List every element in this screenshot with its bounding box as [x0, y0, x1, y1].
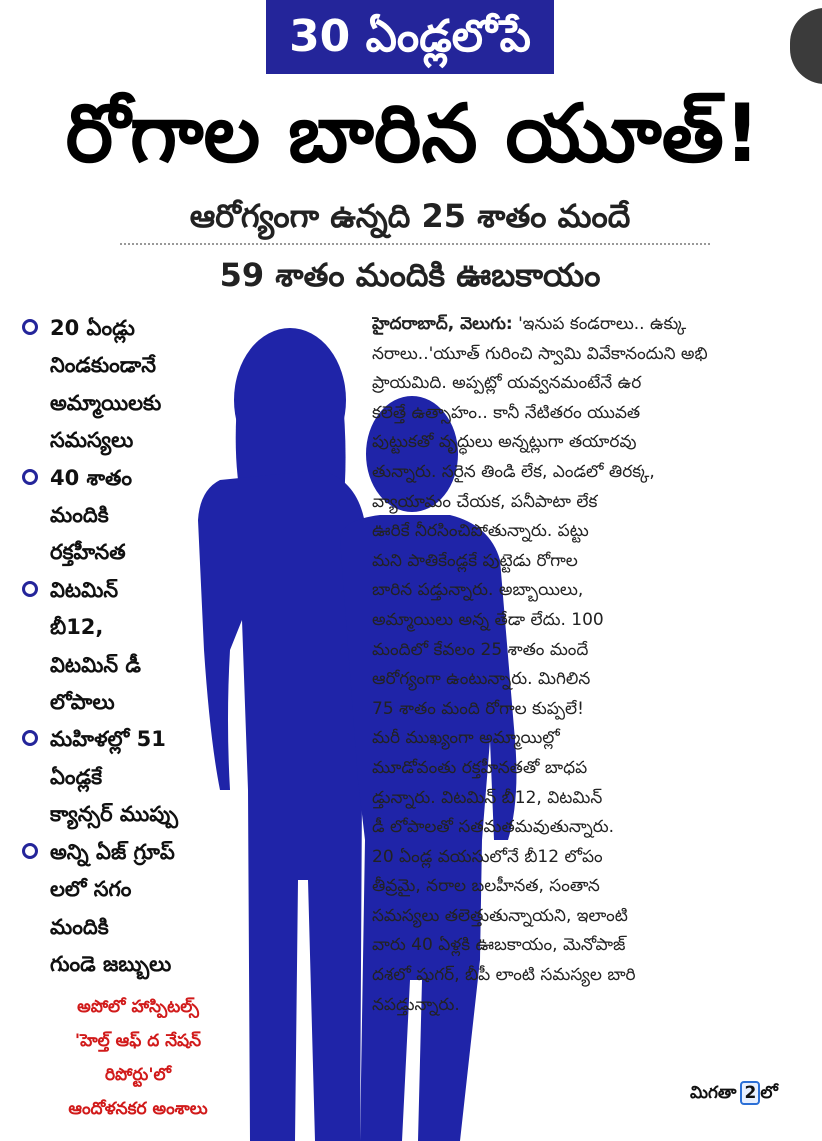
finding-line: అమ్మాయిలకు: [50, 390, 162, 415]
finding-line: విటమిన్ డీ: [50, 652, 141, 677]
article-line: 75 శాతం మంది రోగాల కుప్పలే!: [372, 698, 584, 719]
subheadline-2: 59 శాతం మందికి ఊబకాయం: [219, 256, 601, 294]
article-line: నరాలు..'యూత్ గురించి స్వామి వివేకానందుని అభి: [372, 343, 708, 364]
finding-line: మందికి: [50, 914, 109, 939]
source-note-line: ఆందోళనకర అంశాలు: [68, 1099, 208, 1119]
continued-page: 2: [740, 1081, 760, 1105]
article-line: వ్యాయామం చేయక, పనీపాటా లేక: [372, 491, 598, 512]
article-line: తున్నారు. సరైన తిండి లేక, ఎండలో తిరక్క,: [372, 461, 655, 482]
article-line: పుట్టుకతో వృద్ధులు అన్నట్లుగా తయారవు: [372, 432, 637, 453]
finding-item: [22, 572, 254, 722]
source-note-line: అపోలో హాస్పిటల్స్: [77, 997, 199, 1017]
article-line: తీవ్రమై, నరాల బలహీనత, సంతాన: [372, 876, 600, 897]
finding-line: ఏండ్లకే: [50, 764, 103, 789]
finding-line: గుండె జబ్బులు: [50, 951, 172, 976]
source-note-line: రిపోర్టు'లో: [104, 1065, 172, 1085]
article-line: నపడ్తున్నారు.: [372, 994, 460, 1015]
dotted-divider: [120, 243, 710, 245]
continued-label: మిగతా: [690, 1083, 737, 1103]
article-line: డ్తున్నారు. విటమిన్ బీ12, విటమిన్: [372, 787, 603, 808]
finding-item: [22, 460, 254, 572]
bullet-circle-icon: [22, 581, 38, 597]
article-line: అమ్మాయిలు అన్న తేడా లేదు. 100: [372, 609, 604, 630]
bullet-circle-icon: [22, 843, 38, 859]
finding-item: [22, 834, 254, 984]
article-line: 'ఇనుప కండరాలు.. ఉక్కు: [518, 314, 687, 334]
article-line: మని పాతికేండ్లకే పుట్టెడు రోగాల: [372, 550, 578, 571]
article-line: వారు 40 ఏళ్లకి ఊబకాయం, మెనోపాజ్: [372, 935, 626, 956]
bullet-circle-icon: [22, 730, 38, 746]
article-line: ఆరోగ్యంగా ఉంటున్నారు. మిగిలిన: [372, 669, 591, 690]
finding-line: లలో సగం: [50, 877, 132, 902]
finding-line: మహిళల్లో 51: [50, 727, 166, 752]
finding-line: సమస్యలు: [50, 428, 134, 453]
article-line: డీ లోపాలతో సతమతమవుతున్నారు.: [372, 817, 615, 838]
article-line: మందిలో కేవలం 25 శాతం మందే: [372, 639, 589, 660]
article-line: బారిన పడ్తున్నారు. అబ్బాయిలు,: [372, 580, 584, 601]
finding-item: [22, 721, 254, 833]
kicker-text: 30 ఏండ్లలోపే: [289, 11, 531, 62]
continued-note: [690, 1081, 778, 1107]
source-note-line: 'హెల్త్ ఆఫ్ ద నేషన్: [74, 1031, 202, 1051]
corner-tab: [790, 8, 822, 84]
article-line: ప్రాయమిది. అప్పట్లో యవ్వనమంటేనే ఉర: [372, 373, 642, 394]
finding-line: క్యాన్సర్ ముప్పు: [50, 802, 179, 827]
kicker-banner: [266, 0, 554, 74]
subheadline-1: ఆరోగ్యంగా ఉన్నది 25 శాతం మందే: [189, 197, 631, 235]
source-note: [22, 990, 254, 1126]
bullet-circle-icon: [22, 469, 38, 485]
finding-line: 40 శాతం: [50, 465, 133, 490]
finding-line: మందికి: [50, 503, 109, 528]
article-line: కలెత్తే ఉత్సాహం.. కానీ నేటితరం యువత: [372, 402, 641, 423]
continued-suffix: లో: [760, 1083, 778, 1103]
finding-item: [22, 310, 254, 460]
article-line: మరీ ముఖ్యంగా అమ్మాయిల్లో: [372, 728, 560, 749]
article-line: మూడోవంతు రక్తహీనతతో బాధప: [372, 757, 588, 778]
headline: రోగాల బారిన యూత్!: [65, 87, 761, 180]
article-body: [372, 310, 794, 1020]
finding-line: లోపాలు: [50, 690, 115, 715]
finding-line: విటమిన్: [50, 577, 119, 602]
finding-line: రక్తహీనత: [50, 540, 126, 565]
key-findings-list: [22, 310, 254, 983]
finding-line: నిండకుండానే: [50, 353, 156, 378]
article-line: దశలో షుగర్, బీపీ లాంటి సమస్యల బారి: [372, 965, 636, 986]
finding-line: బీ12,: [50, 615, 104, 640]
finding-line: అన్ని ఏజ్ గ్రూప్: [50, 839, 175, 864]
article-line: ఊరికే నీరసించిపోతున్నారు. పట్టు: [372, 521, 589, 542]
article-line: 20 ఏండ్ల వయసులోనే బీ12 లోపం: [372, 846, 603, 867]
bullet-circle-icon: [22, 319, 38, 335]
article-line: సమస్యలు తలెత్తుతున్నాయని, ఇలాంటి: [372, 905, 628, 926]
article-dateline: హైదరాబాద్, వెలుగు:: [372, 314, 513, 334]
finding-line: 20 ఏండ్లు: [50, 316, 135, 340]
